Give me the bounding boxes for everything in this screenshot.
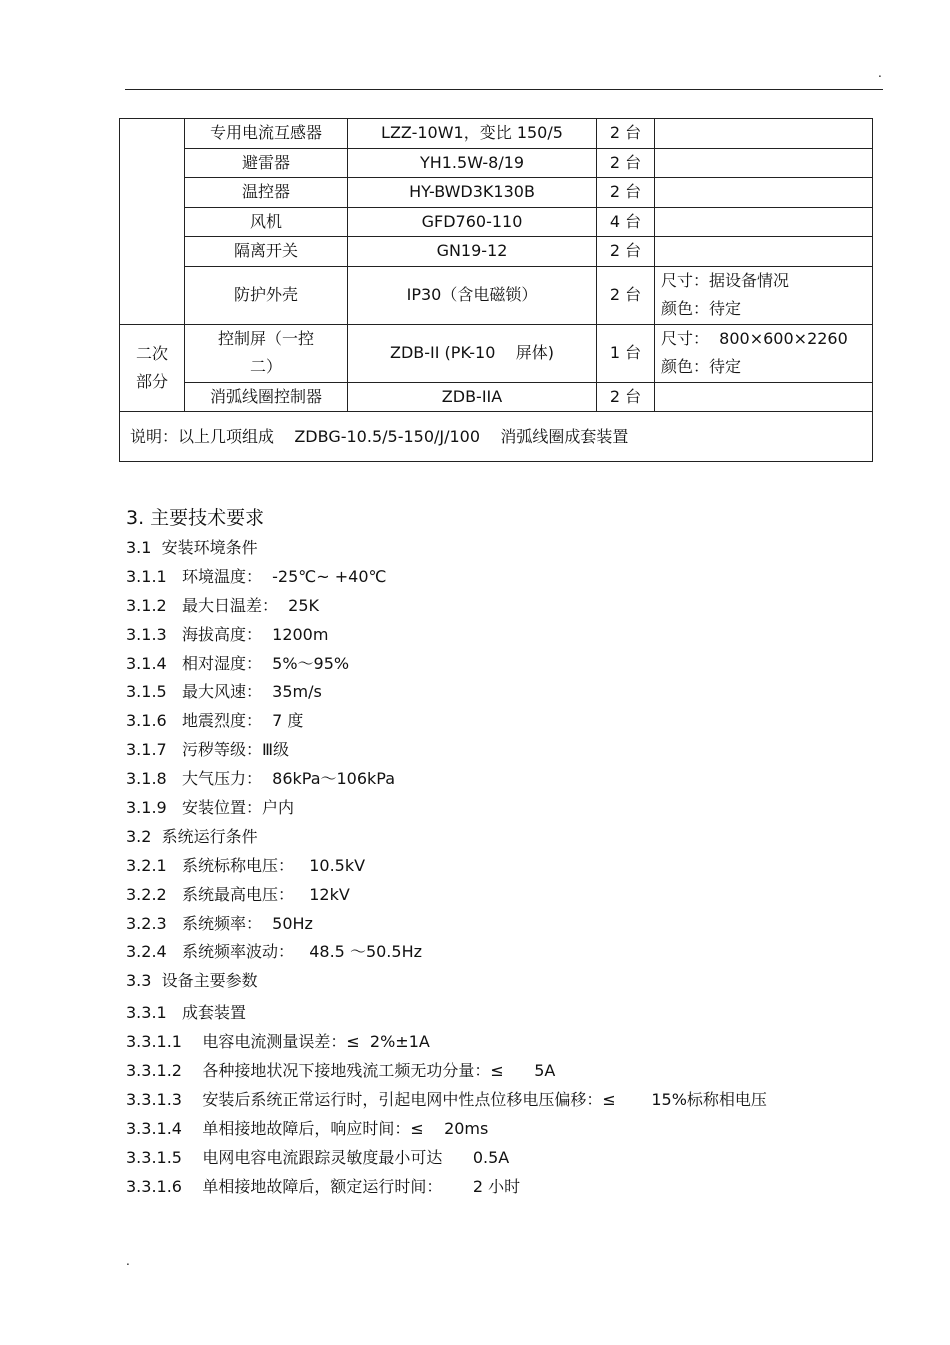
item-note bbox=[655, 119, 873, 149]
note-line: 尺寸： 800×600×2260 bbox=[661, 329, 848, 348]
item-model: YH1.5W-8/19 bbox=[348, 148, 597, 178]
item-name: 专用电流互感器 bbox=[185, 119, 348, 149]
table-row bbox=[120, 119, 873, 149]
spec-line: 3.3.1.2 各种接地状况下接地残流工频无功分量：≤ 5A bbox=[126, 1061, 556, 1081]
spec-line: 3.2 系统运行条件 bbox=[126, 826, 258, 846]
secondary-group-cell bbox=[120, 324, 185, 412]
table-row bbox=[120, 178, 873, 208]
item-qty: 4 台 bbox=[597, 207, 655, 237]
note-line: 尺寸：据设备情况 bbox=[661, 271, 790, 290]
spec-line: 3.3.1.3 安装后系统正常运行时，引起电网中性点位移电压偏移：≤ 15%标称相电压 bbox=[126, 1089, 767, 1109]
spec-line: 3.1.6 地震烈度： 7 度 bbox=[126, 711, 304, 731]
spec-line: 3.3 设备主要参数 bbox=[126, 971, 258, 991]
footer-dot: . bbox=[126, 1254, 130, 1268]
table-row bbox=[120, 412, 873, 462]
table-row bbox=[120, 148, 873, 178]
item-name: 防护外壳 bbox=[185, 266, 348, 324]
spec-line: 3.1.7 污秽等级：Ⅲ级 bbox=[126, 740, 290, 760]
spec-line: 3.2.1 系统标称电压： 10.5kV bbox=[126, 855, 366, 875]
item-name bbox=[185, 324, 348, 382]
primary-group-cell bbox=[120, 119, 185, 325]
spec-line: 3.3.1.1 电容电流测量误差：≤ 2%±1A bbox=[126, 1032, 430, 1052]
spec-line: 3.1.9 安装位置：户内 bbox=[126, 798, 294, 818]
item-note bbox=[655, 382, 873, 412]
spec-line: 3.1.1 环境温度： -25℃~ +40℃ bbox=[126, 566, 387, 586]
table-row bbox=[120, 266, 873, 324]
item-name: 消弧线圈控制器 bbox=[185, 382, 348, 412]
spec-line: 3.1.8 大气压力： 86kPa～106kPa bbox=[126, 769, 396, 789]
spec-line: 3.2.3 系统频率： 50Hz bbox=[126, 913, 313, 933]
group-label: 部分 bbox=[135, 371, 168, 391]
item-model: ZDB-IIA bbox=[348, 382, 597, 412]
item-note bbox=[655, 178, 873, 208]
item-name: 隔离开关 bbox=[185, 237, 348, 267]
table-footnote: 说明：以上几项组成 ZDBG-10.5/5-150/J/100 消弧线圈成套装置 bbox=[120, 412, 873, 462]
spec-line: 3.3.1.4 单相接地故障后，响应时间：≤ 20ms bbox=[126, 1118, 489, 1138]
item-model: GN19-12 bbox=[348, 237, 597, 267]
item-note bbox=[655, 148, 873, 178]
item-name: 温控器 bbox=[185, 178, 348, 208]
spec-line: 3.1.5 最大风速： 35m/s bbox=[126, 682, 322, 702]
table-row bbox=[120, 237, 873, 267]
item-name: 避雷器 bbox=[185, 148, 348, 178]
item-model: ZDB-II (PK-10 屏体) bbox=[348, 324, 597, 382]
item-model: IP30（含电磁锁） bbox=[348, 266, 597, 324]
header-rule bbox=[125, 89, 883, 90]
header-dot: . bbox=[878, 66, 882, 80]
item-qty: 2 台 bbox=[597, 148, 655, 178]
note-line: 颜色：待定 bbox=[661, 299, 742, 318]
spec-line: 3.2.4 系统频率波动： 48.5 ～50.5Hz bbox=[126, 942, 422, 962]
section-content bbox=[126, 502, 767, 1201]
item-qty: 1 台 bbox=[597, 324, 655, 382]
table-row bbox=[120, 382, 873, 412]
spec-line: 3.1.3 海拔高度： 1200m bbox=[126, 624, 329, 644]
spec-line: 3.1 安装环境条件 bbox=[126, 538, 258, 557]
spec-line: 3.3.1.5 电网电容电流跟踪灵敏度最小可达 0.5A bbox=[126, 1147, 510, 1167]
item-note bbox=[655, 207, 873, 237]
equipment-table bbox=[119, 118, 873, 462]
item-qty: 2 台 bbox=[597, 119, 655, 149]
group-label: 二次 bbox=[135, 343, 168, 363]
item-qty: 2 台 bbox=[597, 178, 655, 208]
note-line: 颜色：待定 bbox=[661, 357, 742, 376]
item-note bbox=[655, 324, 873, 382]
name-line: 二） bbox=[249, 357, 282, 376]
item-model: GFD760-110 bbox=[348, 207, 597, 237]
name-line: 控制屏（一控 bbox=[217, 329, 314, 348]
table-row bbox=[120, 324, 873, 382]
spec-line: 3.3.1 成套装置 bbox=[126, 1003, 246, 1023]
spec-line: 3.1.2 最大日温差： 25K bbox=[126, 595, 319, 615]
item-note bbox=[655, 266, 873, 324]
item-note bbox=[655, 237, 873, 267]
spec-line: 3.2.2 系统最高电压： 12kV bbox=[126, 884, 350, 904]
spec-line: 3.3.1.6 单相接地故障后，额定运行时间： 2 小时 bbox=[126, 1176, 521, 1196]
item-model: LZZ-10W1，变比 150/5 bbox=[348, 119, 597, 149]
item-qty: 2 台 bbox=[597, 237, 655, 267]
item-qty: 2 台 bbox=[597, 382, 655, 412]
item-qty: 2 台 bbox=[597, 266, 655, 324]
table-row bbox=[120, 207, 873, 237]
spec-line: 3.1.4 相对湿度： 5%～95% bbox=[126, 653, 350, 673]
item-model: HY-BWD3K130B bbox=[348, 178, 597, 208]
item-name: 风机 bbox=[185, 207, 348, 237]
section-title: 3. 主要技术要求 bbox=[126, 507, 265, 529]
